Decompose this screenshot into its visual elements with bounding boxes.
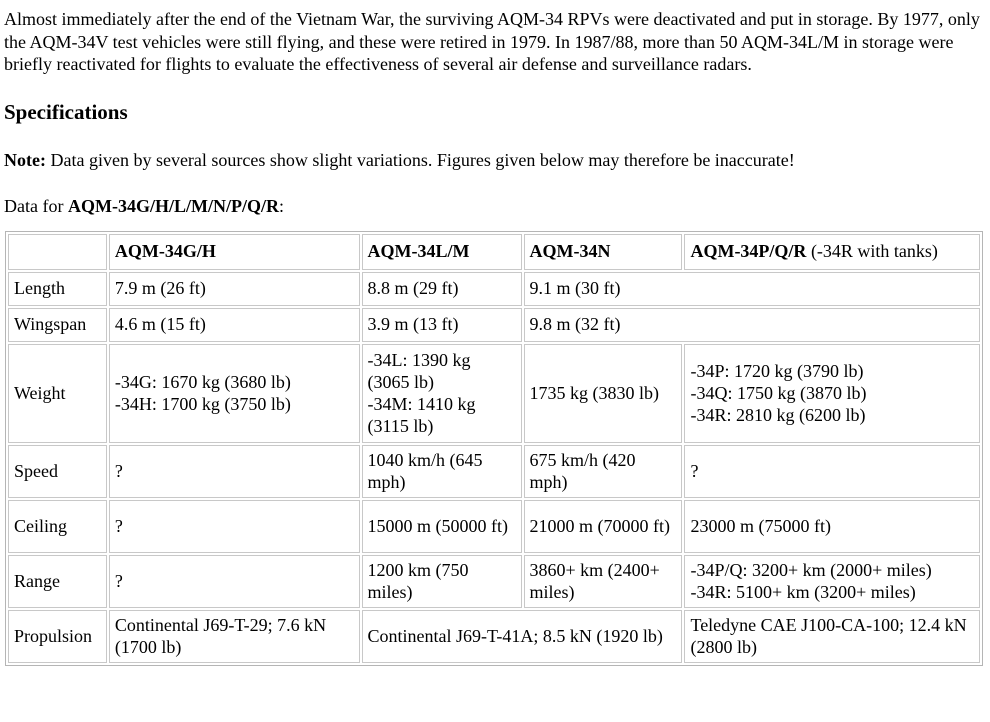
note-label: Note:: [4, 149, 46, 170]
propulsion-g-h: Continental J69-T-29; 7.6 kN (1700 lb): [109, 610, 360, 663]
specifications-heading: Specifications: [4, 99, 128, 124]
table-row-wingspan: [8, 308, 980, 342]
speed-p-q-r: ?: [684, 445, 980, 498]
row-label-propulsion: Propulsion: [8, 610, 107, 663]
table-row-weight: [8, 344, 980, 443]
wingspan-g-h: 4.6 m (15 ft): [109, 308, 360, 342]
table-header-row: [8, 234, 980, 270]
range-p-q-r: -34P/Q: 3200+ km (2000+ miles) -34R: 5100+ km (3200+ miles): [684, 555, 980, 608]
header-aqm-34n: AQM-34N: [524, 234, 683, 270]
header-aqm-34p-q-r-bold: AQM-34P/Q/R: [690, 241, 807, 261]
header-aqm-34g-h: AQM-34G/H: [109, 234, 360, 270]
weight-l-m: -34L: 1390 kg (3065 lb) -34M: 1410 kg (3115 lb): [362, 344, 522, 443]
ceiling-l-m: 15000 m (50000 ft): [362, 500, 522, 553]
range-l-m: 1200 km (750 miles): [362, 555, 522, 608]
ceiling-p-q-r: 23000 m (75000 ft): [684, 500, 980, 553]
propulsion-l-m-n: Continental J69-T-41A; 8.5 kN (1920 lb): [362, 610, 683, 663]
row-label-weight: Weight: [8, 344, 107, 443]
row-label-length: Length: [8, 272, 107, 306]
length-n-p-q-r: 9.1 m (30 ft): [524, 272, 981, 306]
table-row-ceiling: [8, 500, 980, 553]
header-empty-cell: [8, 234, 107, 270]
range-g-h: ?: [109, 555, 360, 608]
wingspan-l-m: 3.9 m (13 ft): [362, 308, 522, 342]
table-row-speed: [8, 445, 980, 498]
note-paragraph: [4, 149, 986, 171]
speed-l-m: 1040 km/h (645 mph): [362, 445, 522, 498]
intro-paragraph: Almost immediately after the end of the Vietnam War, the surviving AQM-34 RPVs were deactivated and put in storage. By 1977, only the AQM-34V test vehicles were still flying, and these were retired in 1979. In 1987/88, more than 50 AQM-34L/M in storage were briefly reactivated for flights to evaluate the effectiveness of several air defense and surveillance radars.: [4, 9, 980, 74]
data-for-models: AQM-34G/H/L/M/N/P/Q/R: [67, 195, 279, 216]
speed-g-h: ?: [109, 445, 360, 498]
note-text: Data given by several sources show slight variations. Figures given below may therefore be inaccurate!: [45, 149, 795, 170]
propulsion-p-q-r: Teledyne CAE J100-CA-100; 12.4 kN (2800 lb): [684, 610, 980, 663]
data-for-line: [4, 195, 986, 217]
header-aqm-34p-q-r: [684, 234, 980, 270]
table-row-range: [8, 555, 980, 608]
row-label-wingspan: Wingspan: [8, 308, 107, 342]
weight-g-h: -34G: 1670 kg (3680 lb) -34H: 1700 kg (3750 lb): [109, 344, 360, 443]
length-g-h: 7.9 m (26 ft): [109, 272, 360, 306]
table-row-propulsion: [8, 610, 980, 663]
header-aqm-34p-q-r-note: (-34R with tanks): [806, 241, 938, 261]
data-for-suffix: :: [278, 195, 284, 216]
specifications-table: [5, 231, 983, 666]
data-for-prefix: Data for: [4, 195, 68, 216]
table-row-length: [8, 272, 980, 306]
row-label-speed: Speed: [8, 445, 107, 498]
row-label-ceiling: Ceiling: [8, 500, 107, 553]
ceiling-n: 21000 m (70000 ft): [524, 500, 683, 553]
wingspan-n-p-q-r: 9.8 m (32 ft): [524, 308, 981, 342]
range-n: 3860+ km (2400+ miles): [524, 555, 683, 608]
weight-n: 1735 kg (3830 lb): [524, 344, 683, 443]
header-aqm-34l-m: AQM-34L/M: [362, 234, 522, 270]
row-label-range: Range: [8, 555, 107, 608]
speed-n: 675 km/h (420 mph): [524, 445, 683, 498]
length-l-m: 8.8 m (29 ft): [362, 272, 522, 306]
weight-p-q-r: -34P: 1720 kg (3790 lb) -34Q: 1750 kg (3870 lb) -34R: 2810 kg (6200 lb): [684, 344, 980, 443]
ceiling-g-h: ?: [109, 500, 360, 553]
